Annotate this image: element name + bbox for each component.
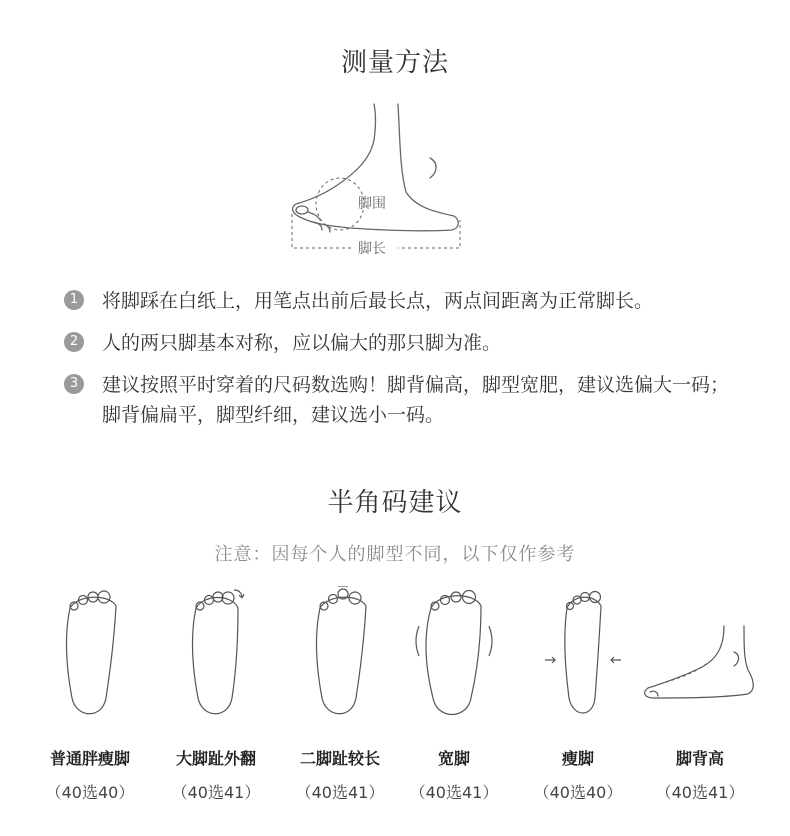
high-instep-foot-icon xyxy=(640,586,760,728)
foot-type-normal xyxy=(30,586,150,802)
half-size-note: 注意：因每个人的脚型不同，以下仅作参考 xyxy=(214,544,576,565)
foot-type-bunion xyxy=(156,586,276,802)
step-2 xyxy=(64,328,744,358)
normal-foot-icon xyxy=(50,586,130,728)
narrow-foot-icon xyxy=(533,586,623,728)
step-number-badge: 2 xyxy=(64,332,84,352)
girth-dashed-loop xyxy=(316,178,364,230)
step-text: 建议按照平时穿着的尺码数选购！脚背偏高，脚型宽肥，建议选偏大一码；脚背偏扁平，脚型纤细，建议选小一码。 xyxy=(102,374,730,426)
foot-type-wide xyxy=(394,586,514,802)
foot-measurement-illustration xyxy=(270,100,480,262)
foot-types-row xyxy=(0,586,790,826)
step-3 xyxy=(64,370,744,430)
foot-type-size: （40选41） xyxy=(171,783,261,802)
foot-type-name: 脚背高 xyxy=(675,749,724,768)
foot-type-high-instep xyxy=(640,586,760,802)
foot-type-narrow xyxy=(518,586,638,802)
step-text: 人的两只脚基本对称，应以偏大的那只脚为准。 xyxy=(102,332,502,354)
foot-type-name: 瘦脚 xyxy=(561,749,594,768)
girth-label: 脚围 xyxy=(358,196,386,212)
wide-foot-icon xyxy=(409,586,499,728)
bunion-foot-icon xyxy=(176,586,256,728)
ankle-curve xyxy=(430,158,436,178)
foot-type-name: 宽脚 xyxy=(437,749,470,768)
long-second-toe-foot-icon xyxy=(300,586,380,728)
foot-type-name: 二脚趾较长 xyxy=(299,749,380,768)
foot-type-name: 大脚趾外翻 xyxy=(175,749,256,768)
measurement-steps xyxy=(64,286,744,442)
step-text: 将脚踩在白纸上，用笔点出前后最长点，两点间距离为正常脚长。 xyxy=(102,290,654,312)
foot-type-size: （40选41） xyxy=(655,783,745,802)
measure-method-title: 测量方法 xyxy=(340,48,449,78)
foot-type-long-second-toe xyxy=(280,586,400,802)
foot-type-size: （40选41） xyxy=(409,783,499,802)
half-size-title: 半角码建议 xyxy=(327,488,463,518)
foot-type-name: 普通胖瘦脚 xyxy=(49,749,130,768)
length-label: 脚长 xyxy=(358,241,386,257)
foot-type-size: （40选40） xyxy=(45,783,135,802)
step-number-badge: 3 xyxy=(64,374,84,394)
step-number-badge: 1 xyxy=(64,290,84,310)
foot-type-size: （40选41） xyxy=(295,783,385,802)
step-1 xyxy=(64,286,744,316)
foot-type-size: （40选40） xyxy=(533,783,623,802)
